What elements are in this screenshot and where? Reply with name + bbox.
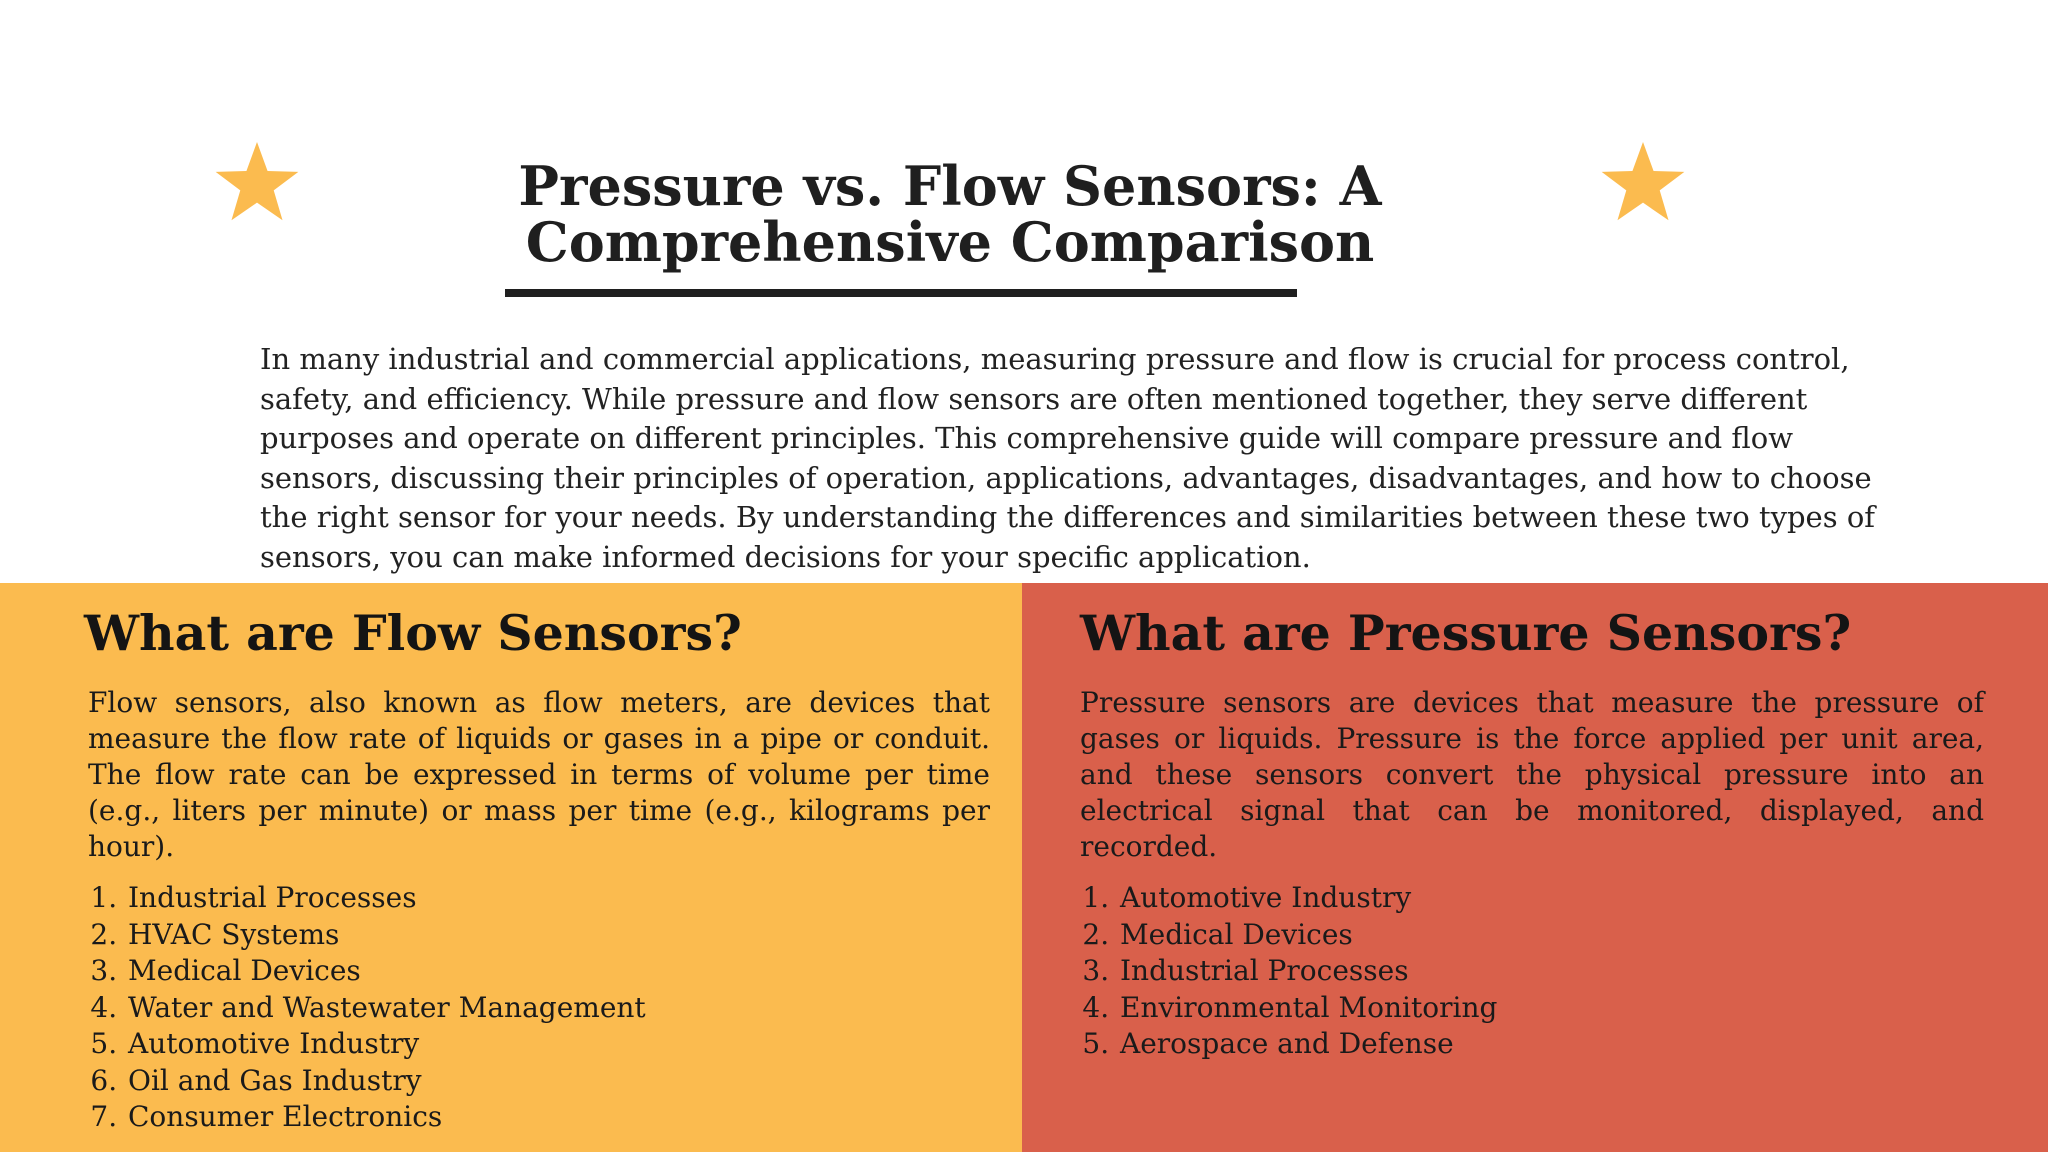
pressure-sensors-heading: What are Pressure Sensors? xyxy=(1080,604,1852,662)
list-item: 1. Automotive Industry xyxy=(1118,880,1497,917)
star-icon xyxy=(1599,140,1687,224)
list-item: 6. Oil and Gas Industry xyxy=(126,1063,646,1100)
flow-sensors-heading: What are Flow Sensors? xyxy=(84,604,742,662)
flow-sensors-panel xyxy=(0,583,1022,1152)
list-item: 2. Medical Devices xyxy=(1118,917,1497,954)
list-item: 4. Environmental Monitoring xyxy=(1118,990,1497,1027)
flow-sensors-description: Flow sensors, also known as flow meters, are devices that measure the flow rate of liquids or gases in a pipe or conduit. The flow rate can be expressed in terms of volume per time (e.g., liters per minute) or mass per time (e.g., kilograms per hour). xyxy=(88,686,990,863)
list-item: 2. HVAC Systems xyxy=(126,917,646,954)
list-item: 4. Water and Wastewater Management xyxy=(126,990,646,1027)
list-item: 7. Consumer Electronics xyxy=(126,1099,646,1136)
pressure-sensors-description: Pressure sensors are devices that measure the pressure of gases or liquids. Pressure is the force applied per unit area, and these sensors convert the physical pressure into an electrical signal that can be monitored, displayed, and recorded. xyxy=(1080,686,1984,863)
title-row xyxy=(200,140,1700,274)
star-icon xyxy=(213,140,301,224)
list-item: 5. Automotive Industry xyxy=(126,1026,646,1063)
page-title: Pressure vs. Flow Sensors: A Comprehensive Comparison xyxy=(518,154,1382,274)
title-underline xyxy=(505,289,1297,297)
intro-paragraph: In many industrial and commercial applications, measuring pressure and flow is crucial for process control, safety, and efficiency. While pressure and flow sensors are often mentioned together, they serve different purposes and operate on different principles. This comprehensive guide will compare pressure and flow sensors, discussing their principles of operation, applications, advantages, disadvantages, and how to choose the right sensor for your needs. By understanding the differences and similarities between these two types of sensors, you can make informed decisions for your specific application. xyxy=(260,342,1876,574)
list-item: 3. Industrial Processes xyxy=(1118,953,1497,990)
list-item: 5. Aerospace and Defense xyxy=(1118,1026,1497,1063)
flow-applications-list xyxy=(88,880,646,1136)
pressure-sensors-panel xyxy=(1022,583,2048,1152)
list-item: 1. Industrial Processes xyxy=(126,880,646,917)
list-item: 3. Medical Devices xyxy=(126,953,646,990)
pressure-applications-list xyxy=(1080,880,1497,1063)
